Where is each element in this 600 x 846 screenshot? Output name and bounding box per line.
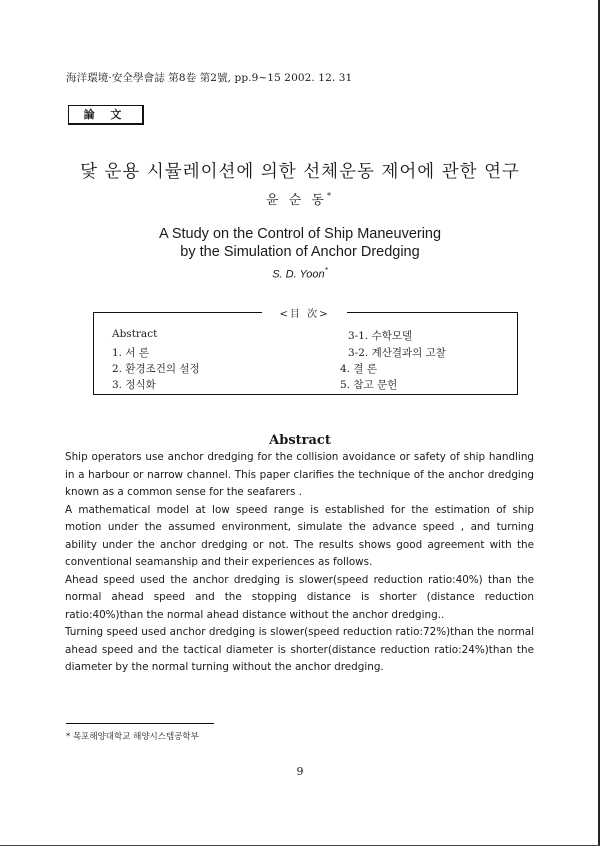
title-korean: 닻 운용 시뮬레이션에 의한 선체운동 제어에 관한 연구 xyxy=(80,162,520,182)
author-english xyxy=(0,266,600,281)
toc-item: 5. 참고 문헌 xyxy=(340,379,398,391)
abstract-heading: Abstract xyxy=(269,433,331,448)
abstract-paragraph: A mathematical model at low speed range is established for the estimation of ship motion under the assumed environment, simulate the advance speed , and turning ability under the anchor dredging or not. The results shows good agreement with the conventional seamanship and their experiences as follows. xyxy=(65,503,534,568)
table-of-contents xyxy=(93,309,518,395)
author-english-mark: * xyxy=(324,266,328,275)
author-korean-mark: * xyxy=(326,191,334,201)
title-english xyxy=(0,225,600,261)
toc-top-rule-right xyxy=(347,312,517,313)
toc-heading: <目 次> xyxy=(262,305,347,320)
abstract-paragraph: Ship operators use anchor dredging for the collision avoidance or safety of ship handling in a harbour or narrow channel. This paper clarifies the technique of the anchor dredging known as a common sense for the seafarers . xyxy=(65,451,534,498)
article-type-label: 論 文 xyxy=(68,105,144,125)
title-english-line1: A Study on the Control of Ship Maneuvering xyxy=(158,226,442,242)
toc-item: Abstract xyxy=(112,328,158,340)
toc-item: 2. 환경조건의 설정 xyxy=(112,363,200,375)
author-english-name: S. D. Yoon xyxy=(272,268,325,281)
toc-item: 3. 정식화 xyxy=(112,379,156,391)
footnote-rule xyxy=(66,723,214,724)
toc-item: 4. 결 론 xyxy=(340,363,377,375)
title-english-line2: by the Simulation of Anchor Dredging xyxy=(180,244,420,260)
abstract-body xyxy=(65,449,534,677)
toc-item: 1. 서 론 xyxy=(112,347,149,359)
toc-item: 3-1. 수학모델 xyxy=(348,330,413,342)
abstract-paragraph: Ahead speed used the anchor dredging is slower(speed reduction ratio:40%) than the normal ahead speed and the stopping distance is shorter (distance reduction ratio:40%)than the normal ahead distance without the anchor dredging.. xyxy=(65,573,534,621)
page-number: 9 xyxy=(296,765,304,778)
toc-item: 3-2. 계산결과의 고찰 xyxy=(348,347,446,359)
abstract-paragraph: Turning speed used anchor dredging is slower(speed reduction ratio:72%)than the normal ahead speed and the tactical diameter is shorter(distance reduction ratio:24%)than the diameter by the normal turning without the anchor dredging. xyxy=(65,626,534,673)
footnote-affiliation: * 목포해양대학교 해양시스템공학부 xyxy=(66,732,199,742)
author-korean xyxy=(0,189,600,208)
toc-top-rule-left xyxy=(94,312,262,313)
journal-citation: 海洋環境·安全學會誌 第8卷 第2號, pp.9~15 2002. 12. 31 xyxy=(66,72,353,84)
author-korean-name: 윤 순 동 xyxy=(266,193,327,208)
